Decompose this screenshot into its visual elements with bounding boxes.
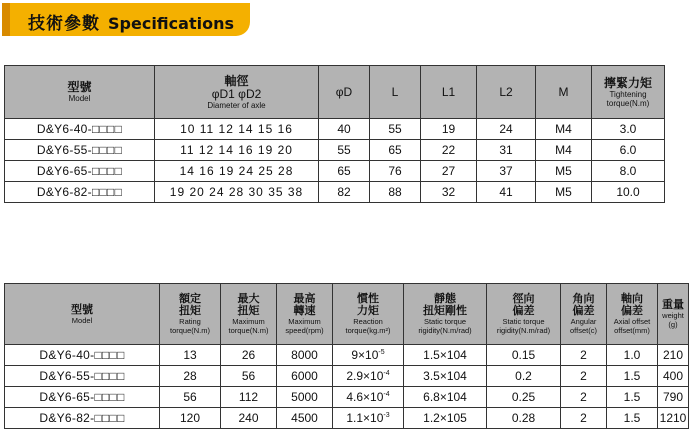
cell-torque: 3.0 — [592, 119, 665, 140]
cell-rating: 13 — [160, 345, 221, 366]
table-row — [5, 119, 665, 140]
table-row — [5, 161, 665, 182]
cell-l2: 31 — [477, 140, 536, 161]
section-title-en: Specifications — [108, 14, 234, 33]
cell-l2: 37 — [477, 161, 536, 182]
cell-model: D&Y6-55-□□□□ — [5, 140, 155, 161]
cell-torque: 6.0 — [592, 140, 665, 161]
header-tightening-torque: 擰緊力矩 Tightening torque(N.m) — [592, 66, 665, 119]
header-angular-offset: 角向 偏差 Angular offset(c) — [561, 284, 607, 345]
header-outer-diameter: φD — [319, 66, 370, 119]
header-radial-offset: 徑向 偏差 Static torque rigidity(N.m/rad) — [487, 284, 561, 345]
cell-axle: 19 20 24 28 30 35 38 — [155, 182, 319, 203]
header-l1: L1 — [421, 66, 477, 119]
header-length: L — [370, 66, 421, 119]
cell-radial: 0.2 — [487, 366, 561, 387]
cell-radial: 0.15 — [487, 345, 561, 366]
performance-table — [4, 283, 689, 429]
cell-axle: 14 16 19 24 25 28 — [155, 161, 319, 182]
table-row — [5, 182, 665, 203]
cell-model: D&Y6-65-□□□□ — [5, 161, 155, 182]
cell-l2: 24 — [477, 119, 536, 140]
cell-rating: 28 — [160, 366, 221, 387]
table-row — [5, 387, 689, 408]
header-weight: 重量 weight (g) — [658, 284, 689, 345]
header-rating-torque: 額定 扭矩 Rating torque(N.m) — [160, 284, 221, 345]
cell-axial: 1.0 — [607, 345, 658, 366]
table-row — [5, 140, 665, 161]
cell-model: D&Y6-40-□□□□ — [5, 345, 160, 366]
table-row — [5, 345, 689, 366]
cell-m: M4 — [536, 119, 592, 140]
dimensions-table — [4, 65, 665, 203]
cell-weight: 400 — [658, 366, 689, 387]
cell-speed: 5000 — [277, 387, 333, 408]
cell-axial: 1.5 — [607, 366, 658, 387]
header-static-rigidity: 靜態 扭矩剛性 Static torque rigidity(N.m/rad) — [404, 284, 487, 345]
cell-m: M5 — [536, 182, 592, 203]
section-banner — [2, 3, 250, 36]
cell-rigidity: 1.2×105 — [404, 408, 487, 429]
cell-weight: 1210 — [658, 408, 689, 429]
section-title-zh: 技術參數 — [28, 14, 100, 34]
cell-model: D&Y6-82-□□□□ — [5, 182, 155, 203]
cell-axial: 1.5 — [607, 408, 658, 429]
cell-d: 55 — [319, 140, 370, 161]
cell-inertia: $1.1\times 10^{-3}$ — [333, 408, 404, 429]
cell-model: D&Y6-55-□□□□ — [5, 366, 160, 387]
cell-weight: 790 — [658, 387, 689, 408]
cell-l: 55 — [370, 119, 421, 140]
cell-d: 65 — [319, 161, 370, 182]
cell-max: 26 — [221, 345, 277, 366]
cell-speed: 8000 — [277, 345, 333, 366]
table-row — [5, 408, 689, 429]
header-inertia: 慣性 力矩 Reaction torque(kg.m²) — [333, 284, 404, 345]
cell-l1: 27 — [421, 161, 477, 182]
cell-torque: 10.0 — [592, 182, 665, 203]
cell-model: D&Y6-65-□□□□ — [5, 387, 160, 408]
header-max-speed: 最高 轉速 Maximum speed(rpm) — [277, 284, 333, 345]
header-axial-offset: 軸向 偏差 Axial offset offset(mm) — [607, 284, 658, 345]
cell-torque: 8.0 — [592, 161, 665, 182]
section-title — [28, 9, 234, 34]
cell-rigidity: 1.5×104 — [404, 345, 487, 366]
cell-d: 82 — [319, 182, 370, 203]
cell-inertia: $4.6\times 10^{-4}$ — [333, 387, 404, 408]
header-axle-diameter: 軸徑 φD1 φD2 Diameter of axle — [155, 66, 319, 119]
cell-l2: 41 — [477, 182, 536, 203]
cell-rigidity: 6.8×104 — [404, 387, 487, 408]
cell-angular: 2 — [561, 408, 607, 429]
cell-l1: 32 — [421, 182, 477, 203]
header-model: 型號 Model — [5, 66, 155, 119]
cell-angular: 2 — [561, 345, 607, 366]
cell-speed: 6000 — [277, 366, 333, 387]
header-model: 型號 Model — [5, 284, 160, 345]
table-header-row — [5, 66, 665, 119]
cell-model: D&Y6-82-□□□□ — [5, 408, 160, 429]
cell-rigidity: 3.5×104 — [404, 366, 487, 387]
cell-l1: 19 — [421, 119, 477, 140]
cell-radial: 0.28 — [487, 408, 561, 429]
header-screw-size: M — [536, 66, 592, 119]
cell-inertia: $9\times 10^{-5}$ — [333, 345, 404, 366]
cell-axle: 10 11 12 14 15 16 — [155, 119, 319, 140]
cell-rating: 120 — [160, 408, 221, 429]
cell-d: 40 — [319, 119, 370, 140]
cell-m: M5 — [536, 161, 592, 182]
table-header-row — [5, 284, 689, 345]
cell-max: 112 — [221, 387, 277, 408]
cell-radial: 0.25 — [487, 387, 561, 408]
cell-max: 56 — [221, 366, 277, 387]
table-row — [5, 366, 689, 387]
cell-axle: 11 12 14 16 19 20 — [155, 140, 319, 161]
cell-inertia: $2.9\times 10^{-4}$ — [333, 366, 404, 387]
cell-l: 76 — [370, 161, 421, 182]
cell-rating: 56 — [160, 387, 221, 408]
cell-l1: 22 — [421, 140, 477, 161]
cell-l: 88 — [370, 182, 421, 203]
cell-speed: 4500 — [277, 408, 333, 429]
header-max-torque: 最大 扭矩 Maximum torque(N.m) — [221, 284, 277, 345]
cell-model: D&Y6-40-□□□□ — [5, 119, 155, 140]
cell-angular: 2 — [561, 387, 607, 408]
cell-max: 240 — [221, 408, 277, 429]
cell-angular: 2 — [561, 366, 607, 387]
header-l2: L2 — [477, 66, 536, 119]
cell-weight: 210 — [658, 345, 689, 366]
cell-l: 65 — [370, 140, 421, 161]
cell-m: M4 — [536, 140, 592, 161]
cell-axial: 1.5 — [607, 387, 658, 408]
